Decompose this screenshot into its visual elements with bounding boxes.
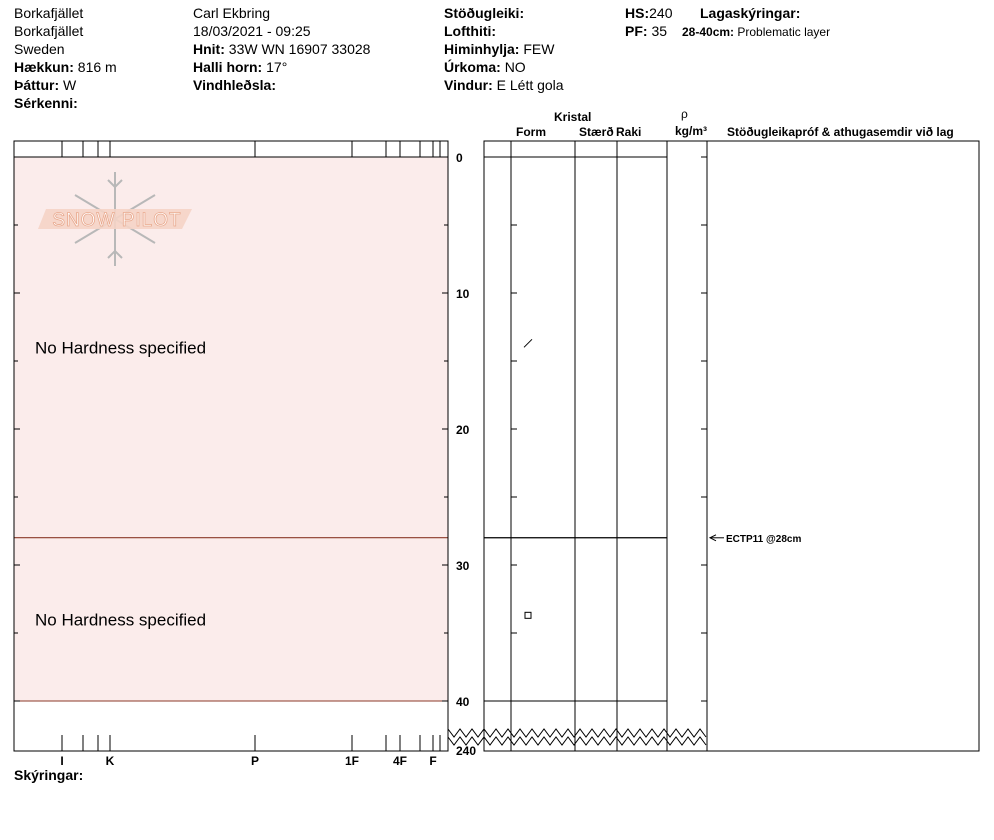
comments-label: Skýringar: bbox=[14, 767, 84, 783]
density-unit-label: kg/m³ bbox=[675, 124, 708, 138]
wind-loading-label: Vindhleðsla: bbox=[193, 77, 276, 93]
form-symbol-square bbox=[525, 612, 531, 618]
features-label: Sérkenni: bbox=[14, 95, 78, 111]
observer: Carl Ekbring bbox=[193, 5, 271, 21]
stability-label: Stöðugleiki: bbox=[444, 5, 525, 21]
hardness-tick-label: 1F bbox=[344, 754, 360, 768]
layer-note: 28-40cm: Problematic layer bbox=[682, 25, 831, 39]
pf-row: PF: 35 bbox=[625, 23, 668, 39]
depth-tick-label: 0 bbox=[456, 151, 463, 165]
crystal-frame bbox=[484, 141, 979, 751]
elevation-row: Hækkun: 816 m bbox=[14, 59, 117, 75]
svg-text:SNOW PILOT: SNOW PILOT bbox=[52, 210, 182, 231]
location-2: Borkafjället bbox=[14, 23, 84, 39]
depth-tick-label: 10 bbox=[456, 287, 470, 301]
hs-row: HS:240 bbox=[625, 5, 673, 21]
hardness-tick-label: K bbox=[105, 754, 115, 768]
datetime: 18/03/2021 - 09:25 bbox=[193, 23, 311, 39]
hardness-tick-label: 4F bbox=[392, 754, 408, 768]
hardness-tick-label: I bbox=[60, 754, 64, 768]
depth-tick-label: 30 bbox=[456, 559, 470, 573]
moisture-label: Raki bbox=[616, 125, 642, 139]
layer-notes-label: Lagaskýringar: bbox=[700, 5, 801, 21]
wind-row: Vindur: E Létt gola bbox=[444, 77, 564, 93]
location-1: Borkafjället bbox=[14, 5, 84, 21]
test-text: ECTP11 @28cm bbox=[726, 533, 802, 545]
depth-tick-label: 40 bbox=[456, 695, 470, 709]
precip-row: Úrkoma: NO bbox=[444, 59, 526, 75]
aspect-row: Þáttur: W bbox=[14, 77, 77, 93]
depth-tick-label: 240 bbox=[456, 744, 477, 758]
hardness-tick-label: P bbox=[250, 754, 260, 768]
form-symbol-slash bbox=[524, 339, 532, 347]
crystal-label: Kristal bbox=[554, 110, 592, 124]
slope-row: Halli horn: 17° bbox=[193, 59, 288, 75]
hardness-tick-label: F bbox=[429, 754, 437, 768]
form-label: Form bbox=[516, 125, 546, 139]
layer-hardness-text: No Hardness specified bbox=[35, 610, 207, 630]
hardness-layers bbox=[14, 157, 532, 701]
size-label: Stærð bbox=[579, 125, 614, 139]
tests-label: Stöðugleikapróf & athugasemdir við lag bbox=[727, 125, 954, 139]
rho-label: ρ bbox=[681, 107, 688, 121]
layer-hardness-text: No Hardness specified bbox=[35, 338, 207, 358]
coords-row: Hnit: 33W WN 16907 33028 bbox=[193, 41, 371, 57]
sky-row: Himinhylja: FEW bbox=[444, 41, 555, 57]
country: Sweden bbox=[14, 41, 65, 57]
depth-tick-label: 20 bbox=[456, 423, 470, 437]
air-temp-label: Lofthiti: bbox=[444, 23, 497, 39]
